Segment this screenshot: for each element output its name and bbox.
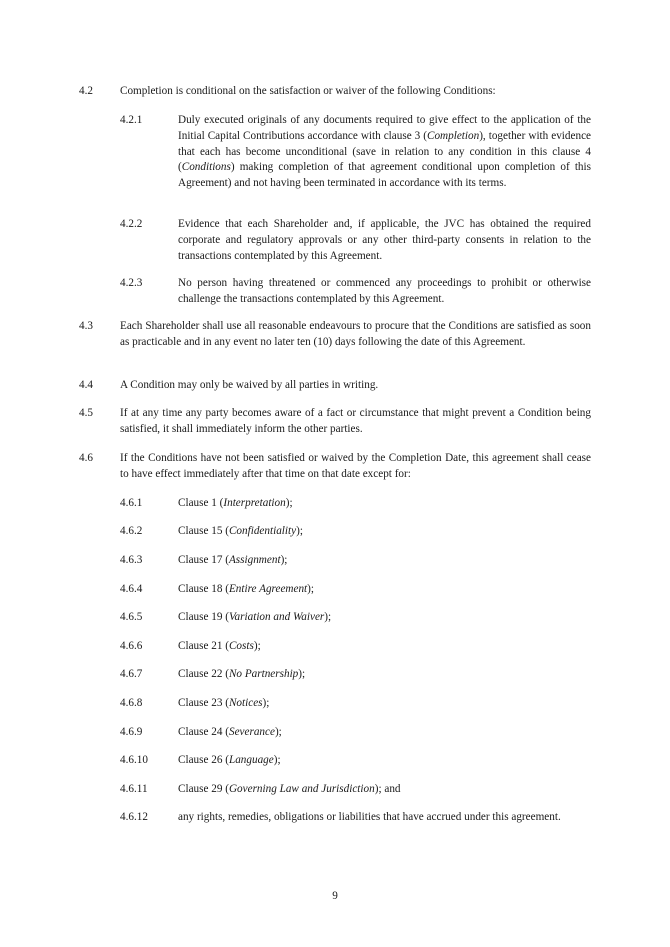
clause-number: 4.6 xyxy=(79,452,93,464)
clause-number: 4.2 xyxy=(79,85,93,97)
clause-number: 4.6.3 xyxy=(120,554,143,566)
clause-text: If at any time any party becomes aware of a fact or circumstance that might prevent a Condition being satisfied, it shall immediately inform the other parties. xyxy=(120,407,591,435)
clause-text: Clause 19 (Variation and Waiver); xyxy=(178,611,332,623)
clause-number: 4.6.10 xyxy=(120,754,148,766)
clause-text: Duly executed originals of any documents required to give effect to the application of the Initial Capital Contributions accordance with clause 3 (Completion), together with evidence that each has become unconditional (save in relation to any condition in this clause 4 (Conditions) making completion of that agreement conditional upon completion of this Agreement) and not having been terminated in accordance with its terms. xyxy=(178,114,591,190)
clause-text: Clause 1 (Interpretation); xyxy=(178,497,293,509)
clause-number: 4.6.12 xyxy=(120,811,148,823)
clause-text: any rights, remedies, obligations or liabilities that have accrued under this agreement. xyxy=(178,811,561,823)
clause-text: Completion is conditional on the satisfaction or waiver of the following Conditions: xyxy=(120,85,496,97)
clause-number: 4.3 xyxy=(79,320,93,332)
clause-number: 4.6.6 xyxy=(120,640,143,652)
clause-text: No person having threatened or commenced any proceedings to prohibit or otherwise challenge the transactions contemplated by this Agreement. xyxy=(178,277,591,305)
clause-text: A Condition may only be waived by all parties in writing. xyxy=(120,379,379,391)
clause-text: Evidence that each Shareholder and, if applicable, the JVC has obtained the required corporate and regulatory approvals or any other third-party consents in relation to the transactions contemplated by this Agreement. xyxy=(178,218,591,262)
clause-text: Clause 26 (Language); xyxy=(178,754,281,766)
clause-text: Each Shareholder shall use all reasonable endeavours to procure that the Conditions are satisfied as soon as practicable and in any event no later ten (10) days following the date of this Agreement. xyxy=(120,320,591,348)
clause-number: 4.2.3 xyxy=(120,277,143,289)
clause-number: 4.6.4 xyxy=(120,583,143,595)
clause-text: Clause 18 (Entire Agreement); xyxy=(178,583,314,595)
clause-number: 4.6.9 xyxy=(120,726,143,738)
clause-text: Clause 15 (Confidentiality); xyxy=(178,525,303,537)
clause-text: Clause 22 (No Partnership); xyxy=(178,668,306,680)
clause-number: 4.6.7 xyxy=(120,668,143,680)
clause-number: 4.6.11 xyxy=(120,783,148,795)
clause-number: 4.6.5 xyxy=(120,611,143,623)
clause-number: 4.6.8 xyxy=(120,697,143,709)
clause-number: 4.2.2 xyxy=(120,218,143,230)
clause-text: If the Conditions have not been satisfied or waived by the Completion Date, this agreement shall cease to have effect immediately after that time on that date except for: xyxy=(120,452,591,480)
clause-number: 4.6.1 xyxy=(120,497,143,509)
clause-number: 4.6.2 xyxy=(120,525,143,537)
clause-text: Clause 21 (Costs); xyxy=(178,640,261,652)
clause-text: Clause 29 (Governing Law and Jurisdiction); and xyxy=(178,783,401,795)
clause-text: Clause 23 (Notices); xyxy=(178,697,270,709)
clause-text: Clause 17 (Assignment); xyxy=(178,554,288,566)
page-number: 9 xyxy=(332,890,338,902)
clause-text: Clause 24 (Severance); xyxy=(178,726,282,738)
clause-number: 4.5 xyxy=(79,407,93,419)
clause-number: 4.4 xyxy=(79,379,93,391)
clause-number: 4.2.1 xyxy=(120,114,143,126)
